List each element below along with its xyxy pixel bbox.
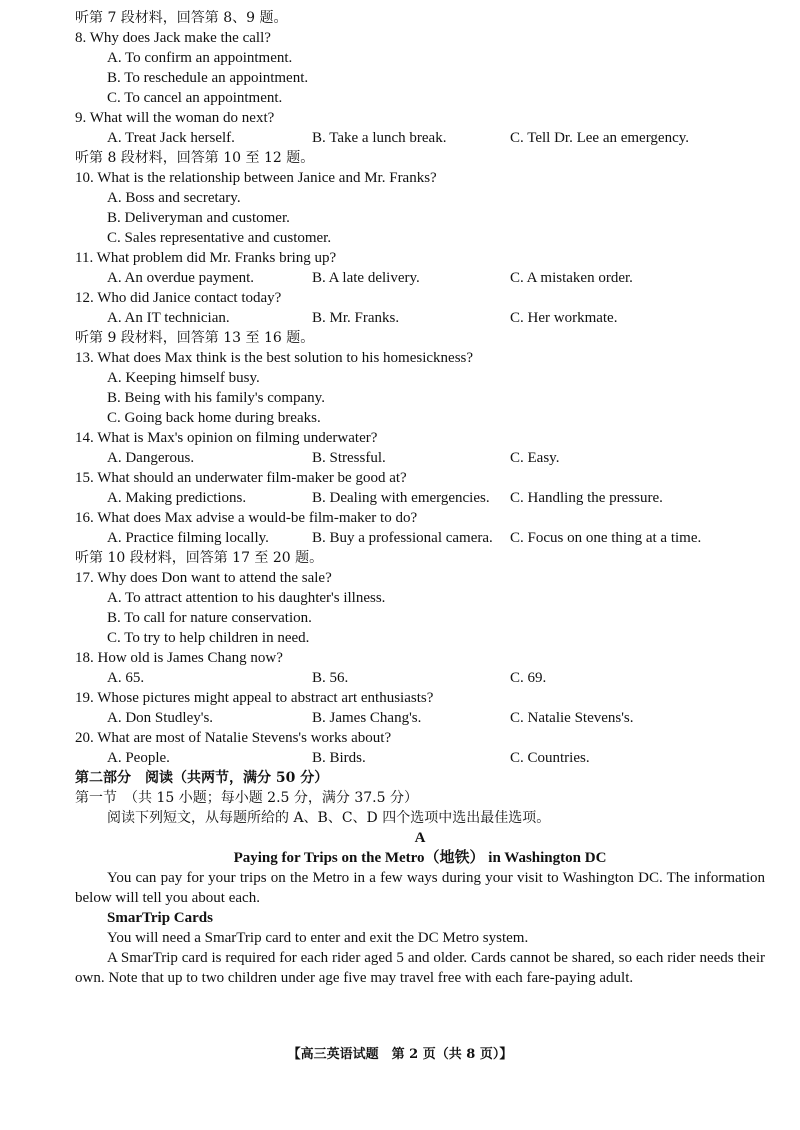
answer-option: C. Easy. [510, 450, 560, 466]
section-instruction: 听第 9 段材料，回答第 13 至 16 题。 [75, 330, 315, 346]
answer-option: A. Don Studley's. [107, 710, 214, 726]
question: 19. Whose pictures might appeal to abstract art enthusiasts? [75, 690, 434, 706]
answer-options-row [75, 488, 765, 508]
answer-option: C. Focus on one thing at a time. [510, 530, 702, 546]
answer-option: C. Handling the pressure. [510, 490, 663, 506]
answer-option: C. Her workmate. [510, 310, 618, 326]
passage-paragraph: A SmarTrip card is required for each rider aged 5 and older. Cards cannot be shared, so each rider needs their own. Note that up to two children under age five may travel free with each fare-paying adult. [75, 950, 765, 986]
answer-option: B. Buy a professional camera. [312, 530, 493, 546]
question: 11. What problem did Mr. Franks bring up? [75, 250, 337, 266]
answer-option: A. 65. [107, 670, 145, 686]
question: 17. Why does Don want to attend the sale? [75, 570, 332, 586]
section-instruction: 听第 7 段材料，回答第 8、9 题。 [75, 10, 288, 26]
exam-page-content [75, 8, 765, 988]
answer-options-row [75, 668, 765, 688]
question: 10. What is the relationship between Janice and Mr. Franks? [75, 170, 437, 186]
answer-option: B. Stressful. [312, 450, 386, 466]
answer-option: A. An IT technician. [107, 310, 230, 326]
passage-paragraph: You will need a SmarTrip card to enter and exit the DC Metro system. [107, 930, 529, 946]
answer-option: B. To reschedule an appointment. [107, 70, 309, 86]
answer-option: B. James Chang's. [312, 710, 422, 726]
passage-paragraph: You can pay for your trips on the Metro in a few ways during your visit to Washington DC. The information below will tell you about each. [75, 870, 765, 906]
answer-option: A. An overdue payment. [107, 270, 255, 286]
answer-options-row [75, 708, 765, 728]
question: 9. What will the woman do next? [75, 110, 275, 126]
answer-option: A. People. [107, 750, 170, 766]
answer-option: B. Deliveryman and customer. [107, 210, 290, 226]
answer-option: C. To try to help children in need. [107, 630, 310, 646]
answer-option: A. Boss and secretary. [107, 190, 241, 206]
question: 13. What does Max think is the best solution to his homesickness? [75, 350, 474, 366]
answer-option: C. Natalie Stevens's. [510, 710, 634, 726]
answer-option: C. 69. [510, 670, 547, 686]
question: 12. Who did Janice contact today? [75, 290, 282, 306]
answer-option: C. To cancel an appointment. [107, 90, 283, 106]
part-heading: 第二部分 阅读（共两节，满分 50 分） [75, 770, 329, 786]
answer-option: C. Sales representative and customer. [107, 230, 332, 246]
answer-option: B. To call for nature conservation. [107, 610, 312, 626]
answer-option: A. Practice filming locally. [107, 530, 269, 546]
answer-option: C. Tell Dr. Lee an emergency. [510, 130, 690, 146]
answer-option: B. Take a lunch break. [312, 130, 447, 146]
answer-options-row [75, 448, 765, 468]
answer-options-row [75, 128, 765, 148]
answer-option: B. Dealing with emergencies. [312, 490, 490, 506]
answer-options-row [75, 528, 765, 548]
answer-option: B. Mr. Franks. [312, 310, 400, 326]
passage-title: Paying for Trips on the Metro（地铁） in Washington DC [233, 850, 607, 866]
question: 20. What are most of Natalie Stevens's works about? [75, 730, 392, 746]
question: 18. How old is James Chang now? [75, 650, 283, 666]
answer-option: B. A late delivery. [312, 270, 420, 286]
question: 14. What is Max's opinion on filming underwater? [75, 430, 378, 446]
answer-options-row [75, 268, 765, 288]
answer-option: B. Being with his family's company. [107, 390, 325, 406]
answer-option: A. Making predictions. [107, 490, 247, 506]
answer-option: A. To confirm an appointment. [107, 50, 293, 66]
page-footer: 【高三英语试题 第 2 页（共 8 页）】 [287, 1047, 513, 1062]
answer-option: A. To attract attention to his daughter's illness. [107, 590, 386, 606]
answer-option: C. Countries. [510, 750, 590, 766]
section-instruction: 第一节 （共 15 小题；每小题 2.5 分，满分 37.5 分） [75, 790, 418, 806]
answer-option: C. Going back home during breaks. [107, 410, 321, 426]
answer-option: A. Keeping himself busy. [107, 370, 260, 386]
question: 8. Why does Jack make the call? [75, 30, 271, 46]
answer-options-row [75, 308, 765, 328]
answer-option: A. Dangerous. [107, 450, 195, 466]
section-instruction: 听第 8 段材料，回答第 10 至 12 题。 [75, 150, 315, 166]
answer-option: C. A mistaken order. [510, 270, 633, 286]
reading-instruction: 阅读下列短文，从每题所给的 A、B、C、D 四个选项中选出最佳选项。 [107, 810, 551, 826]
question: 16. What does Max advise a would-be film-maker to do? [75, 510, 418, 526]
answer-options-row [75, 748, 765, 768]
section-instruction: 听第 10 段材料，回答第 17 至 20 题。 [75, 550, 324, 566]
question: 15. What should an underwater film-maker be good at? [75, 470, 407, 486]
passage-subheading: SmarTrip Cards [107, 910, 213, 926]
answer-option: A. Treat Jack herself. [107, 130, 235, 146]
answer-option: B. Birds. [312, 750, 366, 766]
passage-title: A [414, 830, 426, 846]
answer-option: B. 56. [312, 670, 349, 686]
